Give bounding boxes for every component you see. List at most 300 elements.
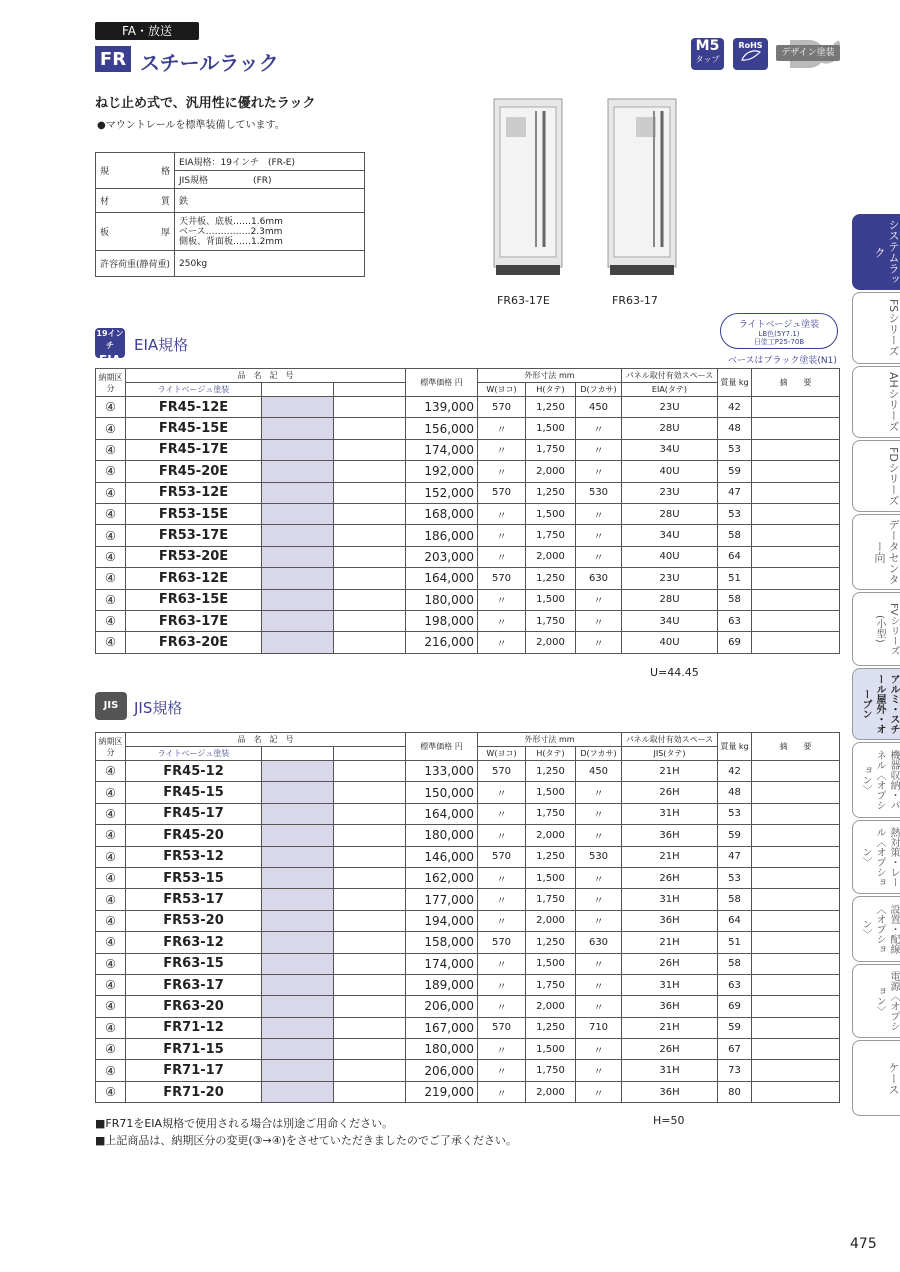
width-cell: 〃 <box>478 546 526 567</box>
col-space-sub: JIS(タテ) <box>622 747 718 761</box>
spec-key: 材 <box>100 197 110 207</box>
depth-cell: 〃 <box>576 1081 622 1102</box>
col-d: D(フカサ) <box>576 747 622 761</box>
item-name: FR63-12 <box>126 932 262 953</box>
table-row <box>96 482 840 503</box>
height-cell: 1,500 <box>526 418 576 439</box>
height-cell: 2,000 <box>526 996 576 1017</box>
mass-cell: 51 <box>718 568 752 589</box>
price-cell: 158,000 <box>406 932 478 953</box>
width-cell: 570 <box>478 932 526 953</box>
delivery-cell: ④ <box>96 589 126 610</box>
remark-cell <box>752 996 840 1017</box>
base-paint-note: ベースはブラック塗装(N1) <box>728 356 837 366</box>
width-cell: 〃 <box>478 418 526 439</box>
depth-cell: 〃 <box>576 461 622 482</box>
delivery-cell: ④ <box>96 846 126 867</box>
item-name: FR71-17 <box>126 1060 262 1081</box>
height-cell: 1,250 <box>526 397 576 418</box>
mass-cell: 63 <box>718 974 752 995</box>
spec-key: 許容荷重(静荷重) <box>96 251 175 277</box>
depth-cell: 〃 <box>576 996 622 1017</box>
remark-cell <box>752 568 840 589</box>
depth-cell: 〃 <box>576 782 622 803</box>
mass-cell: 67 <box>718 1039 752 1060</box>
table-row <box>96 610 840 631</box>
height-cell: 1,750 <box>526 1060 576 1081</box>
delivery-cell: ④ <box>96 932 126 953</box>
height-cell: 1,750 <box>526 974 576 995</box>
remark-cell <box>752 974 840 995</box>
item-name: FR71-15 <box>126 1039 262 1060</box>
height-cell: 1,500 <box>526 953 576 974</box>
feature-bullet: ●マウントレールを標準装備しています。 <box>97 120 285 131</box>
mass-cell: 48 <box>718 782 752 803</box>
height-cell: 2,000 <box>526 461 576 482</box>
delivery-cell: ④ <box>96 974 126 995</box>
price-cell: 206,000 <box>406 1060 478 1081</box>
spec-table <box>95 152 365 277</box>
delivery-cell: ④ <box>96 803 126 824</box>
spec-row <box>96 213 365 251</box>
sidetab-power[interactable]: 電源〈オプション〉 <box>852 964 900 1038</box>
remark-cell <box>752 1060 840 1081</box>
remark-cell <box>752 910 840 931</box>
height-cell: 1,750 <box>526 803 576 824</box>
remark-cell <box>752 889 840 910</box>
width-cell: 〃 <box>478 825 526 846</box>
category-badge: FA・放送 <box>95 22 199 40</box>
spec-row <box>96 251 365 277</box>
mass-cell: 42 <box>718 397 752 418</box>
price-cell: 150,000 <box>406 782 478 803</box>
sidetab-ah-series[interactable]: AHシリーズ <box>852 366 900 438</box>
space-cell: 28U <box>622 418 718 439</box>
delivery-cell: ④ <box>96 632 126 653</box>
depth-cell: 〃 <box>576 1060 622 1081</box>
spec-value: EIA規格：19インチ (FR-E) <box>175 153 365 171</box>
depth-cell: 〃 <box>576 503 622 524</box>
depth-cell: 〃 <box>576 889 622 910</box>
table-row <box>96 589 840 610</box>
eia-badge-icon <box>95 328 125 367</box>
sidetab-fv-series[interactable]: FVシリーズ(小型) <box>852 592 900 666</box>
space-cell: 21H <box>622 932 718 953</box>
price-cell: 180,000 <box>406 1039 478 1060</box>
item-name: FR45-12E <box>126 397 262 418</box>
spec-key: 規 <box>100 167 110 177</box>
table-row <box>96 889 840 910</box>
table-row <box>96 632 840 653</box>
height-cell: 1,250 <box>526 846 576 867</box>
leaf-icon <box>740 50 762 62</box>
width-cell: 〃 <box>478 910 526 931</box>
mass-cell: 64 <box>718 546 752 567</box>
price-cell: 219,000 <box>406 1081 478 1102</box>
col-price: 標準価格 円 <box>406 733 478 761</box>
width-cell: 〃 <box>478 610 526 631</box>
mass-cell: 80 <box>718 1081 752 1102</box>
table-row <box>96 867 840 888</box>
jis-table <box>95 732 840 1103</box>
height-cell: 1,750 <box>526 525 576 546</box>
width-cell: 〃 <box>478 867 526 888</box>
price-cell: 168,000 <box>406 503 478 524</box>
depth-cell: 〃 <box>576 418 622 439</box>
depth-cell: 〃 <box>576 1039 622 1060</box>
width-cell: 〃 <box>478 803 526 824</box>
remark-cell <box>752 825 840 846</box>
width-cell: 〃 <box>478 589 526 610</box>
mass-cell: 47 <box>718 846 752 867</box>
eia-footnote: U=44.45 <box>650 666 699 679</box>
height-cell: 2,000 <box>526 1081 576 1102</box>
depth-cell: 〃 <box>576 546 622 567</box>
width-cell: 〃 <box>478 632 526 653</box>
depth-cell: 530 <box>576 482 622 503</box>
width-cell: 〃 <box>478 1081 526 1102</box>
sidetab-fd-series[interactable]: FDシリーズ <box>852 440 900 512</box>
spec-key: 質 <box>161 197 171 207</box>
delivery-cell: ④ <box>96 1060 126 1081</box>
depth-cell: 710 <box>576 1017 622 1038</box>
price-cell: 164,000 <box>406 568 478 589</box>
mass-cell: 59 <box>718 1017 752 1038</box>
remark-cell <box>752 867 840 888</box>
space-cell: 26H <box>622 867 718 888</box>
jis-badge-icon: JIS <box>95 692 127 720</box>
col-space: パネル取付有効スペース <box>622 733 718 747</box>
price-cell: 192,000 <box>406 461 478 482</box>
image-caption: FR63-17 <box>612 294 658 307</box>
space-cell: 31H <box>622 974 718 995</box>
price-cell: 167,000 <box>406 1017 478 1038</box>
remark-cell <box>752 589 840 610</box>
depth-cell: 630 <box>576 932 622 953</box>
delivery-cell: ④ <box>96 996 126 1017</box>
table-row <box>96 782 840 803</box>
remark-cell <box>752 439 840 460</box>
price-cell: 203,000 <box>406 546 478 567</box>
note-line: ■上記商品は、納期区分の変更(③→④)をさせていただきましたのでご了承ください。 <box>95 1134 517 1147</box>
remark-cell <box>752 397 840 418</box>
item-name: FR45-17E <box>126 439 262 460</box>
table-row <box>96 418 840 439</box>
sidetab-thermal-rail[interactable]: 熱対策・レール〈オプション〉 <box>852 820 900 894</box>
price-cell: 180,000 <box>406 825 478 846</box>
depth-cell: 450 <box>576 397 622 418</box>
sidetab-install-wiring[interactable]: 設置・配線〈オプション〉 <box>852 896 900 962</box>
design-paint-icon <box>776 38 840 70</box>
spec-key: 板 <box>100 228 110 238</box>
table-row <box>96 1017 840 1038</box>
sidetab-fs-series[interactable]: FSシリーズ <box>852 292 900 364</box>
table-row <box>96 803 840 824</box>
price-cell: 152,000 <box>406 482 478 503</box>
remark-cell <box>752 953 840 974</box>
height-cell: 1,500 <box>526 503 576 524</box>
remark-cell <box>752 846 840 867</box>
height-cell: 1,500 <box>526 782 576 803</box>
table-row <box>96 846 840 867</box>
height-cell: 1,500 <box>526 867 576 888</box>
space-cell: 21H <box>622 1017 718 1038</box>
rohs-label: RoHS <box>738 41 763 50</box>
spec-value: 250kg <box>175 251 365 277</box>
item-name: FR45-20 <box>126 825 262 846</box>
space-cell: 31H <box>622 1060 718 1081</box>
remark-cell <box>752 761 840 782</box>
width-cell: 〃 <box>478 439 526 460</box>
delivery-cell: ④ <box>96 1017 126 1038</box>
table-row <box>96 503 840 524</box>
col-dims: 外形寸法 mm <box>478 369 622 383</box>
price-cell: 194,000 <box>406 910 478 931</box>
spec-value: 側板、背面板……1.2mm <box>179 236 283 247</box>
delivery-cell: ④ <box>96 397 126 418</box>
remark-cell <box>752 503 840 524</box>
mass-cell: 53 <box>718 867 752 888</box>
space-cell: 23U <box>622 397 718 418</box>
table-row <box>96 461 840 482</box>
depth-cell: 〃 <box>576 803 622 824</box>
table-row <box>96 910 840 931</box>
delivery-cell: ④ <box>96 439 126 460</box>
page-title: スチールラック <box>140 51 279 75</box>
space-cell: 34U <box>622 525 718 546</box>
mass-cell: 53 <box>718 439 752 460</box>
sidetab-equipment-panel[interactable]: 機器収納・パネル〈オプション〉 <box>852 742 900 818</box>
remark-cell <box>752 482 840 503</box>
col-h: H(タテ) <box>526 747 576 761</box>
price-cell: 139,000 <box>406 397 478 418</box>
remark-cell <box>752 782 840 803</box>
delivery-cell: ④ <box>96 910 126 931</box>
col-paint: ライトベージュ塗装 <box>126 383 262 397</box>
table-row <box>96 996 840 1017</box>
remark-cell <box>752 1081 840 1102</box>
delivery-cell: ④ <box>96 761 126 782</box>
item-name: FR53-12 <box>126 846 262 867</box>
item-name: FR63-20E <box>126 632 262 653</box>
height-cell: 1,250 <box>526 482 576 503</box>
m5-tap-icon <box>691 38 724 70</box>
paint-name: ライトベージュ塗装 <box>738 320 820 330</box>
width-cell: 〃 <box>478 889 526 910</box>
space-cell: 21H <box>622 761 718 782</box>
col-d: D(フカサ) <box>576 383 622 397</box>
delivery-cell: ④ <box>96 482 126 503</box>
price-cell: 146,000 <box>406 846 478 867</box>
delivery-cell: ④ <box>96 889 126 910</box>
note-line: ■FR71をEIA規格で使用される場合は別途ご用命ください。 <box>95 1117 394 1130</box>
table-row <box>96 1081 840 1102</box>
depth-cell: 〃 <box>576 953 622 974</box>
space-cell: 34U <box>622 439 718 460</box>
table-row <box>96 568 840 589</box>
depth-cell: 〃 <box>576 867 622 888</box>
space-cell: 40U <box>622 632 718 653</box>
paint-info <box>720 313 838 349</box>
mass-cell: 53 <box>718 803 752 824</box>
space-cell: 36H <box>622 996 718 1017</box>
mass-cell: 58 <box>718 525 752 546</box>
width-cell: 570 <box>478 568 526 589</box>
col-paint: ライトベージュ塗装 <box>126 747 262 761</box>
col-remark: 摘 要 <box>752 369 840 397</box>
price-cell: 164,000 <box>406 803 478 824</box>
width-cell: 570 <box>478 1017 526 1038</box>
space-cell: 36H <box>622 910 718 931</box>
table-row <box>96 525 840 546</box>
item-name: FR63-20 <box>126 996 262 1017</box>
width-cell: 〃 <box>478 782 526 803</box>
width-cell: 〃 <box>478 974 526 995</box>
image-caption: FR63-17E <box>497 294 550 307</box>
delivery-cell: ④ <box>96 825 126 846</box>
mass-cell: 42 <box>718 761 752 782</box>
height-cell: 1,250 <box>526 1017 576 1038</box>
item-name: FR45-20E <box>126 461 262 482</box>
space-cell: 26H <box>622 782 718 803</box>
spec-value: ベース……………2.3mm <box>179 226 283 237</box>
remark-cell <box>752 546 840 567</box>
eia-title: EIA規格 <box>134 336 189 354</box>
space-cell: 40U <box>622 461 718 482</box>
col-delivery: 納期区分 <box>96 369 126 397</box>
delivery-cell: ④ <box>96 546 126 567</box>
delivery-cell: ④ <box>96 1039 126 1060</box>
col-item: 品 名 記 号 <box>126 733 406 747</box>
col-item: 品 名 記 号 <box>126 369 406 383</box>
delivery-cell: ④ <box>96 953 126 974</box>
price-cell: 206,000 <box>406 996 478 1017</box>
remark-cell <box>752 803 840 824</box>
mass-cell: 51 <box>718 932 752 953</box>
height-cell: 2,000 <box>526 910 576 931</box>
space-cell: 36H <box>622 1081 718 1102</box>
lead-text: ねじ止め式で、汎用性に優れたラック <box>95 96 316 111</box>
height-cell: 1,750 <box>526 610 576 631</box>
item-name: FR63-12E <box>126 568 262 589</box>
item-name: FR45-17 <box>126 803 262 824</box>
col-space: パネル取付有効スペース <box>622 369 718 383</box>
depth-cell: 〃 <box>576 910 622 931</box>
price-cell: 162,000 <box>406 867 478 888</box>
spec-value: 天井板、底板……1.6mm <box>179 216 283 227</box>
mass-cell: 53 <box>718 503 752 524</box>
item-name: FR71-12 <box>126 1017 262 1038</box>
col-remark: 摘 要 <box>752 733 840 761</box>
mass-cell: 69 <box>718 632 752 653</box>
price-cell: 189,000 <box>406 974 478 995</box>
item-name: FR53-12E <box>126 482 262 503</box>
col-mass: 質量 kg <box>718 369 752 397</box>
width-cell: 〃 <box>478 503 526 524</box>
width-cell: 〃 <box>478 953 526 974</box>
item-name: FR53-15E <box>126 503 262 524</box>
remark-cell <box>752 461 840 482</box>
height-cell: 1,750 <box>526 889 576 910</box>
width-cell: 570 <box>478 846 526 867</box>
eia-table <box>95 368 840 654</box>
price-cell: 198,000 <box>406 610 478 631</box>
remark-cell <box>752 610 840 631</box>
space-cell: 40U <box>622 546 718 567</box>
mass-cell: 47 <box>718 482 752 503</box>
depth-cell: 〃 <box>576 610 622 631</box>
remark-cell <box>752 1017 840 1038</box>
width-cell: 〃 <box>478 525 526 546</box>
table-row <box>96 974 840 995</box>
height-cell: 1,500 <box>526 1039 576 1060</box>
table-row <box>96 953 840 974</box>
paint-code: 日塗工P25-70B <box>753 338 805 346</box>
item-name: FR53-20E <box>126 546 262 567</box>
item-name: FR63-17 <box>126 974 262 995</box>
depth-cell: 〃 <box>576 439 622 460</box>
height-cell: 2,000 <box>526 825 576 846</box>
depth-cell: 〃 <box>576 974 622 995</box>
mass-cell: 59 <box>718 825 752 846</box>
depth-cell: 〃 <box>576 589 622 610</box>
sidetab-aluminum-steel[interactable]: アルミ・スチール屋外・オーブン <box>852 668 900 740</box>
price-cell: 174,000 <box>406 953 478 974</box>
design-label: デザイン塗装 <box>776 45 840 61</box>
col-w: W(ヨコ) <box>478 383 526 397</box>
space-cell: 31H <box>622 889 718 910</box>
height-cell: 1,750 <box>526 439 576 460</box>
item-name: FR45-12 <box>126 761 262 782</box>
width-cell: 〃 <box>478 996 526 1017</box>
sidetab-case[interactable]: ケース <box>852 1040 900 1116</box>
mass-cell: 73 <box>718 1060 752 1081</box>
col-dims: 外形寸法 mm <box>478 733 622 747</box>
depth-cell: 〃 <box>576 825 622 846</box>
item-name: FR53-20 <box>126 910 262 931</box>
item-name: FR63-15E <box>126 589 262 610</box>
delivery-cell: ④ <box>96 1081 126 1102</box>
width-cell: 〃 <box>478 461 526 482</box>
spec-row <box>96 153 365 171</box>
height-cell: 1,500 <box>526 589 576 610</box>
space-cell: 26H <box>622 953 718 974</box>
depth-cell: 450 <box>576 761 622 782</box>
item-name: FR45-15E <box>126 418 262 439</box>
delivery-cell: ④ <box>96 610 126 631</box>
sidetab-datacenter[interactable]: データセンター向 <box>852 514 900 590</box>
spec-value: JIS規格 (FR) <box>175 171 365 189</box>
rack-image-jis <box>606 97 678 277</box>
mass-cell: 64 <box>718 910 752 931</box>
delivery-cell: ④ <box>96 503 126 524</box>
space-cell: 31H <box>622 803 718 824</box>
mass-cell: 63 <box>718 610 752 631</box>
remark-cell <box>752 1039 840 1060</box>
rohs-icon <box>733 38 768 70</box>
table-row <box>96 761 840 782</box>
width-cell: 〃 <box>478 1039 526 1060</box>
rack-image-eia <box>492 97 564 277</box>
delivery-cell: ④ <box>96 782 126 803</box>
mass-cell: 69 <box>718 996 752 1017</box>
m5-sub: タップ <box>695 55 720 64</box>
price-cell: 133,000 <box>406 761 478 782</box>
col-price: 標準価格 円 <box>406 369 478 397</box>
sidetab-system-rack[interactable]: システムラック <box>852 214 900 290</box>
mass-cell: 58 <box>718 889 752 910</box>
jis-footnote: H=50 <box>653 1114 685 1127</box>
